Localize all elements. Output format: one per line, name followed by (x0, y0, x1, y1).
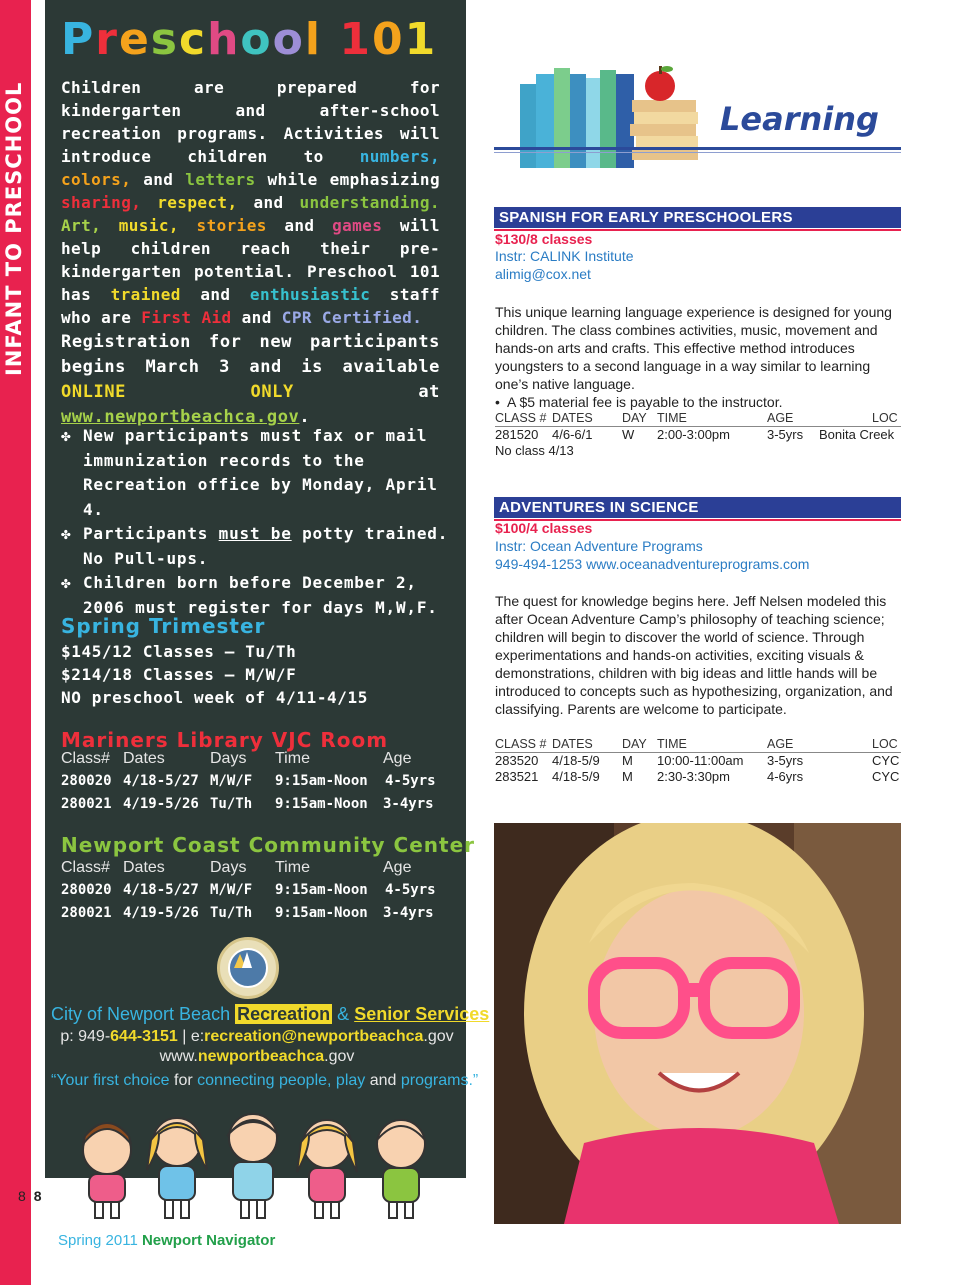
table-note: No class 4/13 (495, 443, 574, 458)
city-seal-logo (217, 937, 279, 999)
flower-bullet-icon: ✤ (61, 426, 72, 445)
newport-coast-title: Newport Coast Community Center (61, 833, 476, 857)
course-contact[interactable]: alimig@cox.net (495, 266, 591, 282)
title-letter: s (150, 14, 179, 65)
title-letter (322, 14, 339, 65)
word-enthusiastic: enthusiastic (249, 285, 371, 304)
course-title-spanish: SPANISH FOR EARLY PRESCHOOLERS (494, 207, 901, 228)
word-cpr: CPR Certified. (281, 308, 423, 327)
course-description: The quest for knowledge begins here. Jeff Nelsen modeled this after Ocean Adventure Camp’s philosophy of teaching science; children will begin to discover the world of science. Through experimentations and hands-on activities, exciting visuals & demonstrations, children with big ideas and little hands will be introduced to concepts such as hypothesizing, organization, and classifying. Parents are welcome to participate. (495, 593, 893, 717)
panel-title (61, 14, 437, 65)
child-figure (297, 1120, 357, 1218)
requirements-list (61, 424, 451, 620)
pricing-line: $214/18 Classes – M/W/F (61, 665, 297, 684)
list-item: ✤ Children born before December 2, 2006 must register for days M,W,F. (61, 573, 438, 617)
child-goggles-photo (494, 823, 901, 1224)
title-letter: 0 (371, 14, 405, 65)
organization-footer: City of Newport Beach Recreation & Senior Services p: 949-644-3151 | e:recreation@newportbeachca.gov www.newportbeachca.gov “Your first choice for connecting people, play and programs.” (51, 1004, 490, 1089)
title-letter: o (240, 14, 273, 65)
child-figure (377, 1120, 425, 1218)
section-label: INFANT TO PRESCHOOL (2, 81, 26, 376)
course-description: This unique learning language experience is designed for young children. The class combines activities, music, movement and hands-on arts and crafts. This effective method introduces youngsters to a second language in a way similar to learning one’s native language. • A $5 material fee is payable to the instructor. (495, 303, 901, 411)
table-row: 283521 4/18-5/9 M 2:30-3:30pm 4-6yrs CYC (495, 769, 900, 784)
course-title-science: ADVENTURES IN SCIENCE (494, 497, 901, 518)
pricing-line: NO preschool week of 4/11-4/15 (61, 688, 368, 707)
word-understanding: understanding. (299, 193, 440, 212)
table-header: CLASS # DATES DAY TIME AGE LOC (495, 737, 901, 753)
course-price: $100/4 classes (495, 520, 593, 536)
preschool-panel: Preschool 101 Children are prepared for kindergarten and after-school recreation programs. Activities will introduce children to numbers, colors, and letters while emphasizing sharing, respect, and understanding. Art, music, stories and games will help children reach their pre-kindergarten potential. Preschool 101 has trained and enthusiastic staff who are First Aid and CPR Certified. Registration for new participants begins March 3 and is available ONLINE ONLY at www.newportbeachca.gov. ✤ New participants must fax or mail immunization records to the Recreation office by Monday, April 4. ✤ Participants must be potty trained. No Pull-ups. ✤ Children born before December 2, 2006 must register for days M,W,F. Spring Trimester $145/12 Classes – Tu/Th $214/18 Classes – M/W/F NO preschool week of 4/11-4/15 Mariners Library VJC Room Class# Dates Days Time Age 280020 4/18-5/27 M/W/F 9:15am-Noon 4-5yrs 280021 4/19-5/26 Tu/Th 9:15am-Noon 3-4yrs Newport Coast Community Center Class# Dates Days Time Age 280020 4/18-5/27 M/W/F 9:15am-Noon 4-5yrs 280021 4/19-5/26 Tu/Th 9:15am-Noon 3-4yrs City of Newport Beach Recreation & Senior Services p: 949-644-3151 | e:recreation@newportbeachca.gov www.newportbeachca.gov “Your first choice for connecting people, play and programs.” (45, 0, 466, 1178)
intro-paragraph: Children are prepared for kindergarten and after-school recreation programs. Activities will introduce children to numbers, colors, and letters while emphasizing sharing, respect, and understanding. Art, music, stories and games will help children reach their pre-kindergarten potential. Preschool 101 has trained and enthusiastic staff who are First Aid and CPR Certified. (61, 78, 440, 327)
table-row: 283520 4/18-5/9 M 10:00-11:00am 3-5yrs CYC (495, 753, 900, 768)
flower-bullet-icon: ✤ (61, 573, 72, 592)
flower-bullet-icon: ✤ (61, 524, 72, 543)
word-art: Art, (61, 216, 102, 235)
title-letter: h (207, 14, 241, 65)
list-item: ✤ New participants must fax or mail immunization records to the Recreation office by Monday, April 4. (61, 426, 438, 519)
word-numbers: numbers, (359, 147, 440, 166)
word-sharing: sharing, (61, 193, 142, 212)
title-letter: c (179, 14, 208, 65)
pricing-line: $145/12 Classes – Tu/Th (61, 642, 297, 661)
registration-paragraph: Registration for new participants begins March 3 and is available ONLINE ONLY at www.newportbeachca.gov. (61, 332, 440, 427)
science-class-table (495, 737, 901, 785)
table-row: 281520 4/6-6/1 W 2:00-3:00pm 3-5yrs Bonita Creek (495, 427, 895, 442)
child-figure (227, 1114, 279, 1218)
title-letter: r (95, 14, 119, 65)
word-respect: respect, (157, 193, 238, 212)
spring-pricing (61, 640, 368, 709)
word-first-aid: First Aid (141, 308, 232, 327)
online-only: ONLINE ONLY (61, 382, 294, 402)
title-letter: l (304, 14, 322, 65)
list-item: ✤ Participants must be potty trained. No Pull-ups. (61, 524, 449, 568)
title-letter: 1 (339, 14, 372, 65)
title-letter: P (61, 14, 96, 65)
child-figure (147, 1118, 207, 1218)
child-figure (83, 1123, 131, 1218)
registration-link[interactable]: www.newportbeachca.gov (61, 407, 300, 427)
list-item: • A $5 material fee is payable to the instructor. (495, 393, 901, 411)
spring-title: Spring Trimester (61, 614, 266, 638)
heading-rule-thin (494, 152, 901, 153)
word-games: games (332, 216, 383, 235)
course-instructor: Instr: Ocean Adventure Programs (495, 538, 703, 554)
contact-line: p: 949-644-3151 | e:recreation@newportbeachca.gov (60, 1028, 454, 1045)
tagline: “Your first choice for connecting people, play and programs.” (51, 1072, 479, 1089)
word-stories: stories (196, 216, 267, 235)
word-trained: trained (110, 285, 181, 304)
learning-heading: Learning (720, 100, 879, 138)
course-price: $130/8 classes (495, 231, 593, 247)
magazine-footer: Spring 2011 Newport Navigator (58, 1232, 276, 1249)
spanish-class-table (495, 411, 901, 459)
word-music: music, (118, 216, 179, 235)
course-contact[interactable]: 949-494-1253 www.oceanadventureprograms.com (495, 556, 810, 572)
kids-illustration (45, 1100, 466, 1225)
heading-rule (494, 147, 901, 150)
mariners-title: Mariners Library VJC Room (61, 728, 389, 752)
word-colors: colors, (61, 170, 132, 189)
course-instructor: Instr: CALINK Institute (495, 248, 634, 264)
title-letter: e (118, 14, 151, 65)
title-letter: 1 (404, 14, 438, 65)
title-letter: o (272, 14, 305, 65)
word-letters: letters (185, 170, 256, 189)
table-header: CLASS # DATES DAY TIME AGE LOC (495, 411, 901, 427)
page-number: 8 8 (18, 1188, 42, 1204)
website-line[interactable]: www.newportbeachca.gov (159, 1048, 355, 1065)
